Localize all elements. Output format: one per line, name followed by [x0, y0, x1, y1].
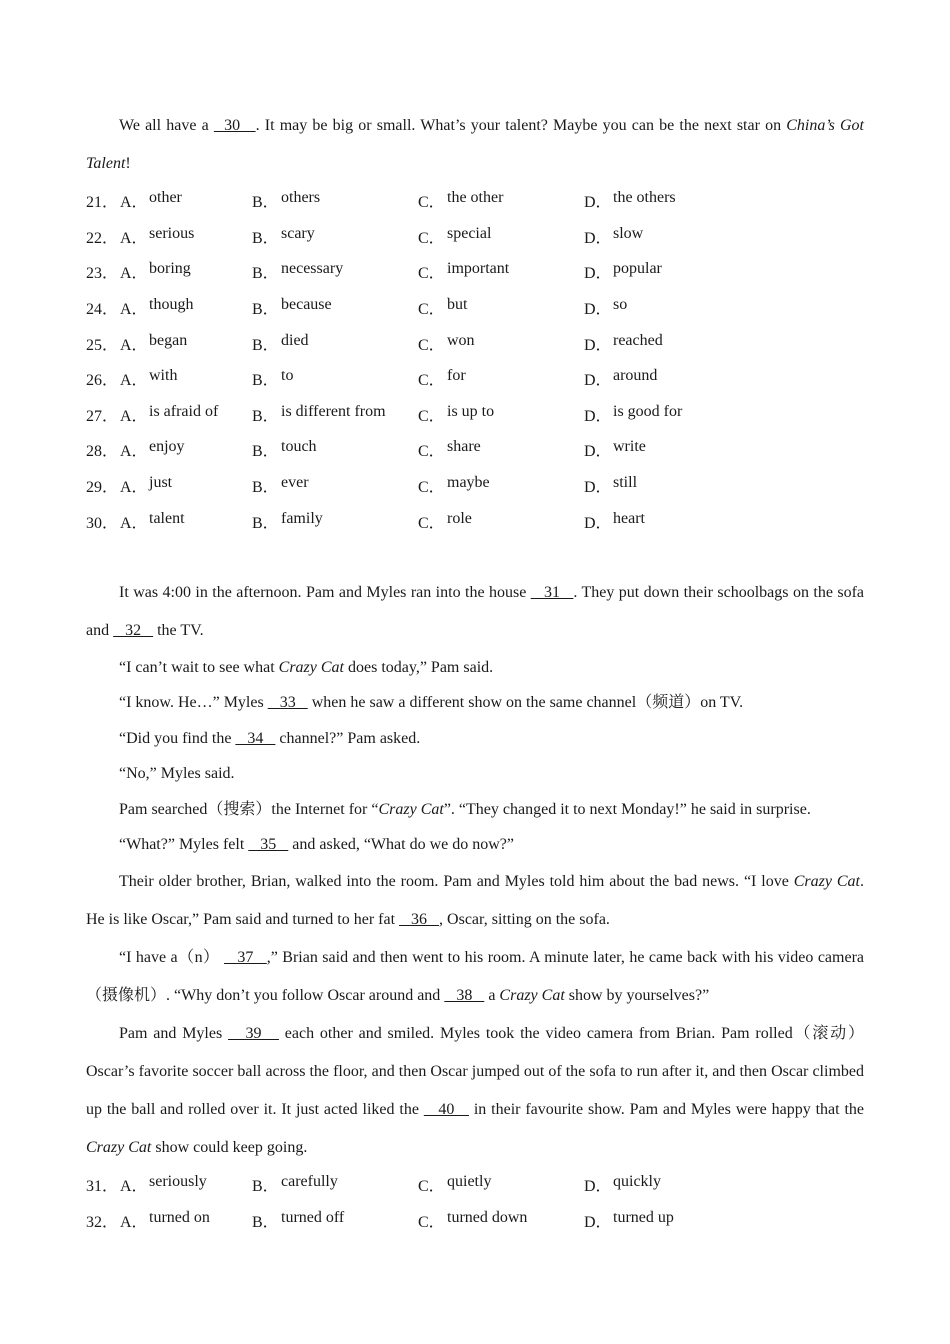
option-c: [418, 296, 584, 319]
option-d: [584, 1173, 764, 1196]
option-letter: B．: [252, 1178, 279, 1196]
passage-text: Their older brother, Brian, walked into the room. Pam and Myles told him about the bad news. “I love: [119, 872, 794, 890]
option-letter: D．: [584, 443, 612, 461]
question-list-2: [86, 1167, 864, 1238]
option-letter: C．: [418, 301, 445, 319]
option-d: [584, 367, 764, 390]
option-letter: A．: [120, 1178, 148, 1196]
question-number: 24．: [86, 301, 119, 319]
paragraph: [86, 827, 864, 863]
option-text: is different from: [281, 402, 386, 420]
option-text: died: [281, 331, 309, 349]
blank-33: 33: [267, 694, 308, 712]
option-c: [418, 1209, 584, 1232]
option-letter: C．: [418, 514, 445, 532]
option-text: family: [281, 509, 323, 527]
blank-40: 40: [423, 1100, 469, 1118]
option-letter: D．: [584, 301, 612, 319]
passage-text: in their favourite show. Pam and Myles were happy that the: [469, 1100, 865, 1118]
option-d: [584, 438, 764, 461]
option-letter: A．: [120, 265, 148, 283]
option-text: seriously: [149, 1173, 207, 1191]
option-letter: A．: [120, 372, 148, 390]
option-text: turned on: [149, 1208, 210, 1226]
option-c: [418, 367, 584, 390]
question-row: [86, 325, 864, 361]
option-letter: A．: [120, 479, 148, 497]
option-c: [418, 332, 584, 355]
paragraph: [86, 939, 864, 1015]
option-b: [252, 1209, 418, 1232]
question-row: [86, 361, 864, 397]
option-text: enjoy: [149, 438, 185, 456]
question-number: 27．: [86, 407, 119, 425]
option-letter: C．: [418, 443, 445, 461]
option-letter: B．: [252, 336, 279, 354]
option-text: others: [281, 189, 321, 207]
option-text: just: [149, 474, 173, 492]
option-letter: C．: [418, 336, 445, 354]
option-d: [584, 474, 764, 497]
option-letter: D．: [584, 265, 612, 283]
passage-text: “What?” Myles felt: [119, 836, 249, 854]
question-row: [86, 503, 864, 539]
question-number: 32．: [86, 1213, 119, 1231]
question-row: [86, 183, 864, 219]
option-letter: B．: [252, 514, 279, 532]
option-text: so: [613, 296, 628, 314]
option-c: [418, 474, 584, 497]
option-d: [584, 260, 764, 283]
option-letter: C．: [418, 1213, 445, 1231]
option-letter: D．: [584, 1178, 612, 1196]
option-a: [120, 367, 252, 390]
option-letter: D．: [584, 372, 612, 390]
question-row: [86, 290, 864, 326]
paragraph: [86, 685, 864, 721]
option-a: [120, 403, 252, 426]
option-text: reached: [613, 331, 663, 349]
option-text: because: [281, 296, 332, 314]
option-letter: A．: [120, 301, 148, 319]
passage-text: We all have a: [119, 117, 214, 134]
option-letter: C．: [418, 407, 445, 425]
passage-1-ending: [86, 107, 864, 183]
option-a: [120, 296, 252, 319]
option-c: [418, 260, 584, 283]
question-number: 23．: [86, 265, 119, 283]
option-a: [120, 438, 252, 461]
option-b: [252, 296, 418, 319]
option-b: [252, 1173, 418, 1196]
option-letter: B．: [252, 1213, 279, 1231]
question-number: 29．: [86, 479, 119, 497]
option-letter: D．: [584, 407, 612, 425]
option-text: other: [149, 189, 182, 207]
option-c: [418, 510, 584, 533]
paragraph: [86, 1015, 864, 1167]
passage-text: the TV.: [153, 621, 204, 639]
option-letter: C．: [418, 479, 445, 497]
blank-31: 31: [530, 583, 574, 601]
option-text: though: [149, 296, 194, 314]
question-number: 31．: [86, 1178, 119, 1196]
option-text: is good for: [613, 402, 683, 420]
option-text: is up to: [447, 402, 495, 420]
option-text: turned off: [281, 1208, 345, 1226]
passage-text: “Did you find the: [119, 729, 236, 747]
option-letter: C．: [418, 1178, 445, 1196]
option-letter: D．: [584, 336, 612, 354]
option-d: [584, 332, 764, 355]
option-letter: A．: [120, 1213, 148, 1231]
option-text: for: [447, 367, 466, 385]
option-text: still: [613, 474, 638, 492]
option-b: [252, 260, 418, 283]
question-number: 25．: [86, 336, 119, 354]
question-row: [86, 1203, 864, 1239]
option-c: [418, 403, 584, 426]
option-letter: B．: [252, 372, 279, 390]
option-b: [252, 474, 418, 497]
question-row: [86, 468, 864, 504]
option-letter: B．: [252, 194, 279, 212]
option-b: [252, 189, 418, 212]
passage-text: channel?” Pam asked.: [275, 729, 421, 747]
option-c: [418, 225, 584, 248]
question-list-1: [86, 183, 864, 539]
option-a: [120, 225, 252, 248]
question-row: [86, 254, 864, 290]
option-d: [584, 510, 764, 533]
passage-text: show by yourselves?”: [564, 986, 710, 1004]
option-c: [418, 438, 584, 461]
question-row: [86, 397, 864, 433]
blank-36: 36: [399, 910, 440, 928]
blank-38: 38: [444, 986, 485, 1004]
option-letter: C．: [418, 229, 445, 247]
passage-text: . They put down their schoolbags on the sofa and: [86, 583, 865, 639]
option-text: turned up: [613, 1208, 674, 1226]
paragraph: [86, 792, 864, 828]
option-a: [120, 332, 252, 355]
option-a: [120, 260, 252, 283]
option-letter: D．: [584, 479, 612, 497]
passage-text: , Oscar, sitting on the sofa.: [439, 910, 610, 928]
option-letter: C．: [418, 265, 445, 283]
passage-text: ,” Brian said and then went to his room. A minute later, he came back with his video camera（摄像机）. “Why don’t you follow Oscar around and: [86, 948, 864, 1004]
passage-text: . He is like Oscar,” Pam said and turned to her fat: [86, 872, 865, 928]
option-d: [584, 189, 764, 212]
option-letter: B．: [252, 443, 279, 461]
option-letter: B．: [252, 479, 279, 497]
passage-text: ”. “They changed it to next Monday!” he said in surprise.: [443, 800, 811, 818]
passage-text: !: [125, 155, 131, 172]
option-b: [252, 510, 418, 533]
passage-text: “I know. He…” Myles: [119, 694, 268, 712]
passage-text: and asked, “What do we do now?”: [288, 836, 514, 854]
option-letter: B．: [252, 407, 279, 425]
worksheet-page: [86, 107, 864, 1238]
option-a: [120, 474, 252, 497]
question-number: 22．: [86, 229, 119, 247]
option-letter: A．: [120, 336, 148, 354]
option-text: share: [447, 438, 481, 456]
passage-text: It was 4:00 in the afternoon. Pam and Myles ran into the house: [119, 583, 531, 601]
passage-text: “I have a（n）: [119, 948, 224, 966]
question-row: [86, 432, 864, 468]
question-number: 30．: [86, 514, 119, 532]
option-text: began: [149, 331, 188, 349]
option-letter: C．: [418, 194, 445, 212]
blank-39: 39: [228, 1024, 279, 1042]
option-text: role: [447, 509, 472, 527]
show-title: Crazy Cat: [499, 986, 565, 1004]
option-text: slow: [613, 224, 644, 242]
paragraph: [86, 756, 864, 792]
show-title: Crazy Cat: [86, 1138, 152, 1156]
option-d: [584, 296, 764, 319]
option-b: [252, 403, 418, 426]
option-text: carefully: [281, 1173, 338, 1191]
passage-text: “No,” Myles said.: [119, 765, 235, 783]
passage-text: Pam searched（搜索）the Internet for “: [119, 800, 379, 818]
option-text: talent: [149, 509, 185, 527]
option-b: [252, 438, 418, 461]
option-text: scary: [281, 224, 315, 242]
option-text: is afraid of: [149, 402, 219, 420]
paragraph: [86, 863, 864, 939]
show-title: Crazy Cat: [278, 658, 344, 676]
option-text: quietly: [447, 1173, 492, 1191]
option-text: won: [447, 331, 475, 349]
blank-35: 35: [248, 836, 289, 854]
question-row: [86, 1167, 864, 1203]
blank-32: 32: [113, 621, 154, 639]
passage-text: when he saw a different show on the same channel（频道）on TV.: [307, 694, 744, 712]
option-letter: D．: [584, 194, 612, 212]
option-text: boring: [149, 260, 191, 278]
option-text: important: [447, 260, 510, 278]
blank-30: 30: [213, 117, 256, 134]
show-title: Crazy Cat: [793, 872, 861, 890]
option-text: ever: [281, 474, 309, 492]
option-text: popular: [613, 260, 662, 278]
option-letter: B．: [252, 265, 279, 283]
question-number: 21．: [86, 194, 119, 212]
option-letter: A．: [120, 443, 148, 461]
question-number: 28．: [86, 443, 119, 461]
option-text: with: [149, 367, 178, 385]
option-text: the other: [447, 189, 504, 207]
option-letter: A．: [120, 407, 148, 425]
option-a: [120, 189, 252, 212]
paragraph: [86, 721, 864, 757]
blank-34: 34: [235, 729, 276, 747]
option-b: [252, 332, 418, 355]
option-letter: A．: [120, 514, 148, 532]
option-letter: B．: [252, 301, 279, 319]
question-number: 26．: [86, 372, 119, 390]
option-text: heart: [613, 509, 645, 527]
option-letter: D．: [584, 229, 612, 247]
option-letter: A．: [120, 194, 148, 212]
option-text: serious: [149, 224, 195, 242]
option-d: [584, 225, 764, 248]
option-text: special: [447, 224, 492, 242]
option-a: [120, 1173, 252, 1196]
passage-2: [86, 574, 864, 1167]
option-text: but: [447, 296, 468, 314]
blank-37: 37: [223, 948, 267, 966]
paragraph: [86, 574, 864, 650]
option-d: [584, 403, 764, 426]
option-b: [252, 225, 418, 248]
option-text: maybe: [447, 474, 490, 492]
option-text: necessary: [281, 260, 344, 278]
option-text: around: [613, 367, 658, 385]
show-title: China’s Got Talent: [86, 117, 864, 172]
option-a: [120, 510, 252, 533]
passage-text: . It may be big or small. What’s your talent? Maybe you can be the next star on: [255, 117, 787, 134]
paragraph: [86, 650, 864, 686]
option-letter: A．: [120, 229, 148, 247]
option-c: [418, 1173, 584, 1196]
option-d: [584, 1209, 764, 1232]
option-letter: C．: [418, 372, 445, 390]
show-title: Crazy Cat: [378, 800, 444, 818]
option-letter: D．: [584, 1213, 612, 1231]
passage-text: Pam and Myles: [119, 1024, 229, 1042]
option-text: write: [613, 438, 646, 456]
passage-text: does today,” Pam said.: [343, 658, 494, 676]
option-a: [120, 1209, 252, 1232]
option-text: quickly: [613, 1173, 661, 1191]
option-text: the others: [613, 189, 676, 207]
option-letter: B．: [252, 229, 279, 247]
passage-text: a: [484, 986, 500, 1004]
option-text: turned down: [447, 1208, 528, 1226]
question-row: [86, 219, 864, 255]
option-letter: D．: [584, 514, 612, 532]
passage-text: show could keep going.: [151, 1138, 308, 1156]
option-text: touch: [281, 438, 317, 456]
option-text: to: [281, 367, 294, 385]
option-c: [418, 189, 584, 212]
passage-text: “I can’t wait to see what: [119, 658, 279, 676]
passage-text: each other and smiled. Myles took the video camera from Brian. Pam rolled（滚动）Oscar’s favorite soccer ball across the floor, and then Oscar jumped out of the sofa to run after it, and then Oscar climbed up the ball and rolled over it. It just acted liked the: [86, 1024, 864, 1118]
option-b: [252, 367, 418, 390]
